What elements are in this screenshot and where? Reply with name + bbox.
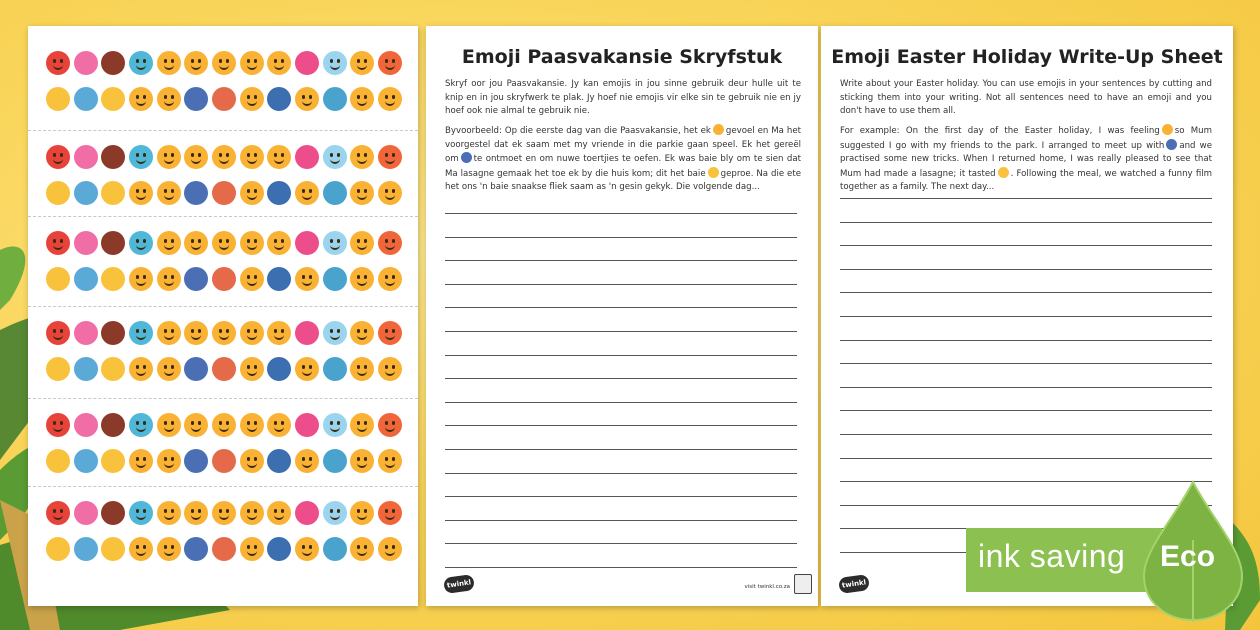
crying-face-icon: [184, 51, 208, 75]
woman-pink-hair-icon: [295, 51, 319, 75]
writing-line: [445, 355, 797, 356]
wind-face-icon: [323, 501, 347, 525]
bed-icon: [101, 413, 125, 437]
cold-face-icon: [129, 321, 153, 345]
afrikaans-example-d: geproe. Na die ete het ons 'n baie snaakse fliek saam as 'n gesin gekyk. Die volgende dag...: [445, 168, 801, 192]
person-lying-icon: [74, 537, 98, 561]
thinking-face-icon: [295, 267, 319, 291]
astonished-face-icon: [157, 357, 181, 381]
twinkl-logo: twinkl: [443, 574, 475, 594]
frowning-face-icon: [129, 87, 153, 111]
writing-line: [840, 363, 1212, 364]
woman-gesturing-icon: [74, 501, 98, 525]
emoji-strip: [46, 46, 402, 118]
grinning-face-icon: [212, 145, 236, 169]
grinning-face-icon: [240, 413, 264, 437]
skateboarder-icon: [461, 152, 472, 163]
neutral-face-icon: [350, 87, 374, 111]
magnifier-icon: [212, 537, 236, 561]
cut-line: [28, 130, 418, 131]
emoji-row: [46, 140, 402, 174]
thinking-face-icon: [295, 537, 319, 561]
flexed-biceps-icon: [46, 267, 70, 291]
ok-hand-icon: [101, 357, 125, 381]
person-surfing-icon: [323, 87, 347, 111]
person-bowing-icon: [267, 357, 291, 381]
cold-face-icon: [129, 145, 153, 169]
skateboarder-icon: [184, 357, 208, 381]
english-example-a: For example: On the first day of the Easter holiday, I was feeling: [840, 126, 1160, 136]
emoji-strip: [46, 226, 402, 298]
wind-face-icon: [323, 51, 347, 75]
person-lying-icon: [74, 357, 98, 381]
english-example: [840, 124, 1212, 195]
writing-line: [445, 307, 797, 308]
writing-line: [445, 473, 797, 474]
slightly-smiling-face-icon: [350, 145, 374, 169]
pouting-face-icon: [378, 413, 402, 437]
writing-lines: [445, 213, 797, 591]
woman-pink-hair-icon: [295, 321, 319, 345]
confused-face-icon: [378, 181, 402, 205]
grinning-face-icon: [212, 51, 236, 75]
english-intro: Write about your Easter holiday. You can use emojis in your sentences by cutting and sticking them into your writing. Not all sentences need to have an emoji and you don't have to use them all.: [840, 79, 1212, 116]
neutral-face-icon: [350, 181, 374, 205]
bed-icon: [101, 51, 125, 75]
flexed-biceps-icon: [46, 357, 70, 381]
pouting-face-icon: [378, 321, 402, 345]
angry-face-icon: [46, 145, 70, 169]
writing-line: [445, 567, 797, 568]
person-surfing-icon: [323, 181, 347, 205]
pouting-cat-icon: [157, 321, 181, 345]
afrikaans-example-b: gevoel en Ma het voorgestel dat ek saam met my vriende in die parkie gaan speel. Ek het gereël om: [445, 126, 801, 164]
bed-icon: [101, 501, 125, 525]
pouting-cat-icon: [157, 413, 181, 437]
emoji-row: [46, 408, 402, 442]
confused-face-icon: [378, 357, 402, 381]
emoji-row: [46, 176, 402, 210]
person-surfing-icon: [323, 267, 347, 291]
magnifier-icon: [212, 357, 236, 381]
persevering-face-icon: [240, 87, 264, 111]
pouting-face-icon: [378, 501, 402, 525]
woman-gesturing-icon: [74, 51, 98, 75]
bed-icon: [101, 145, 125, 169]
frowning-face-icon: [129, 181, 153, 205]
grinning-face-icon: [240, 145, 264, 169]
nerd-face-icon: [267, 501, 291, 525]
cold-face-icon: [129, 501, 153, 525]
writing-line: [445, 425, 797, 426]
pouting-cat-icon: [157, 231, 181, 255]
neutral-face-icon: [350, 357, 374, 381]
eco-label: Eco: [1160, 540, 1216, 573]
persevering-face-icon: [240, 357, 264, 381]
crying-face-icon: [184, 413, 208, 437]
flexed-biceps-icon: [46, 537, 70, 561]
crying-face-icon: [184, 321, 208, 345]
woman-gesturing-icon: [74, 413, 98, 437]
person-bowing-icon: [267, 267, 291, 291]
emoji-row: [46, 226, 402, 260]
ok-hand-icon: [101, 267, 125, 291]
magnifier-icon: [212, 87, 236, 111]
grinning-face-icon: [212, 321, 236, 345]
slightly-smiling-face-icon: [350, 413, 374, 437]
confused-face-icon: [378, 537, 402, 561]
thinking-face-icon: [295, 449, 319, 473]
ok-hand-icon: [101, 181, 125, 205]
frowning-face-icon: [129, 357, 153, 381]
flexed-biceps-icon: [46, 449, 70, 473]
woman-gesturing-icon: [74, 231, 98, 255]
cut-line: [28, 486, 418, 487]
angry-face-icon: [46, 501, 70, 525]
pouting-face-icon: [378, 51, 402, 75]
english-example-d: . Following the meal, we watched a funny film together as a family. The next day...: [840, 168, 1213, 192]
magnifier-icon: [212, 267, 236, 291]
twinkl-logo: twinkl: [838, 574, 870, 594]
ink-saving-label: ink saving: [978, 538, 1126, 574]
skateboarder-icon: [184, 267, 208, 291]
grinning-face-icon: [240, 321, 264, 345]
persevering-face-icon: [240, 267, 264, 291]
wind-face-icon: [323, 145, 347, 169]
angry-face-icon: [46, 413, 70, 437]
writing-line: [445, 496, 797, 497]
astonished-face-icon: [157, 267, 181, 291]
ok-hand-icon: [101, 537, 125, 561]
writing-line: [840, 198, 1212, 199]
skateboarder-icon: [184, 87, 208, 111]
person-bowing-icon: [267, 181, 291, 205]
woman-pink-hair-icon: [295, 145, 319, 169]
angry-face-icon: [46, 321, 70, 345]
confused-face-icon: [378, 449, 402, 473]
woman-gesturing-icon: [74, 321, 98, 345]
writing-line: [840, 245, 1212, 246]
grinning-face-icon: [240, 51, 264, 75]
pouting-face-icon: [378, 231, 402, 255]
writing-line: [840, 458, 1212, 459]
cut-line: [28, 216, 418, 217]
thinking-face-icon: [1162, 124, 1173, 135]
angry-face-icon: [46, 231, 70, 255]
magnifier-icon: [212, 181, 236, 205]
writing-line: [445, 331, 797, 332]
slightly-smiling-face-icon: [350, 501, 374, 525]
writing-line: [840, 340, 1212, 341]
writing-line: [445, 237, 797, 238]
person-bowing-icon: [267, 537, 291, 561]
writing-line: [445, 378, 797, 379]
nerd-face-icon: [267, 145, 291, 169]
persevering-face-icon: [240, 181, 264, 205]
person-surfing-icon: [323, 537, 347, 561]
woman-pink-hair-icon: [295, 231, 319, 255]
flexed-biceps-icon: [46, 87, 70, 111]
neutral-face-icon: [350, 537, 374, 561]
cut-line: [28, 306, 418, 307]
english-example-c: and we practised some new tricks. When I returned home, I was really pleased to see that Mum had made a lasagne; it tasted: [840, 140, 1213, 179]
woman-pink-hair-icon: [295, 413, 319, 437]
person-bowing-icon: [267, 449, 291, 473]
woman-gesturing-icon: [74, 145, 98, 169]
emoji-row: [46, 46, 402, 80]
persevering-face-icon: [240, 449, 264, 473]
frowning-face-icon: [129, 449, 153, 473]
writing-line: [840, 316, 1212, 317]
person-lying-icon: [74, 87, 98, 111]
person-lying-icon: [74, 267, 98, 291]
pouting-cat-icon: [157, 145, 181, 169]
cut-line: [28, 398, 418, 399]
writing-line: [840, 269, 1212, 270]
astonished-face-icon: [157, 181, 181, 205]
person-lying-icon: [74, 181, 98, 205]
frowning-face-icon: [129, 537, 153, 561]
afrikaans-title: Emoji Paasvakansie Skryfstuk: [461, 46, 783, 68]
angry-face-icon: [46, 51, 70, 75]
person-surfing-icon: [323, 357, 347, 381]
afrikaans-example-c: te ontmoet en om nuwe toertjies te oefen. Ek was baie bly om te sien dat Ma lasagne gemaak het toe ek by die huis kom; dit het baie: [445, 154, 801, 179]
wind-face-icon: [323, 231, 347, 255]
emoji-row: [46, 316, 402, 350]
afrikaans-intro: Skryf oor jou Paasvakansie. Jy kan emojis in jou sinne gebruik deur hulle uit te knip en in jou skryfwerk te plak. Jy hoef nie emojis vir elke sin te gebruik nie en jy hoef ook nie almal te gebruik nie.: [445, 79, 801, 116]
person-surfing-icon: [323, 449, 347, 473]
skateboarder-icon: [1166, 139, 1177, 150]
skateboarder-icon: [184, 181, 208, 205]
woman-pink-hair-icon: [295, 501, 319, 525]
writing-line: [445, 213, 797, 214]
english-example-b: so Mum suggested I go with my friends to the park. I arranged to meet up with: [840, 126, 1212, 151]
slightly-smiling-face-icon: [350, 51, 374, 75]
writing-line: [445, 520, 797, 521]
slightly-smiling-face-icon: [350, 231, 374, 255]
writing-line: [445, 543, 797, 544]
wind-face-icon: [323, 321, 347, 345]
flexed-biceps-icon: [46, 181, 70, 205]
cold-face-icon: [129, 51, 153, 75]
ok-hand-icon: [101, 449, 125, 473]
writing-line: [840, 434, 1212, 435]
emoji-row: [46, 444, 402, 478]
grinning-face-icon: [212, 413, 236, 437]
thinking-face-icon: [295, 357, 319, 381]
writing-line: [840, 387, 1212, 388]
crying-face-icon: [184, 145, 208, 169]
nerd-face-icon: [267, 413, 291, 437]
skateboarder-icon: [184, 537, 208, 561]
ok-hand-icon: [101, 87, 125, 111]
afrikaans-example-a: Byvoorbeeld: Op die eerste dag van die Paasvakansie, het ek: [445, 126, 711, 136]
skateboarder-icon: [184, 449, 208, 473]
grinning-face-icon: [212, 501, 236, 525]
writing-line: [445, 260, 797, 261]
emoji-cutout-sheet: [28, 26, 418, 606]
confused-face-icon: [378, 267, 402, 291]
astonished-face-icon: [157, 449, 181, 473]
emoji-row: [46, 262, 402, 296]
neutral-face-icon: [350, 267, 374, 291]
wind-face-icon: [323, 413, 347, 437]
astonished-face-icon: [157, 87, 181, 111]
person-bowing-icon: [267, 87, 291, 111]
english-title: Emoji Easter Holiday Write-Up Sheet: [831, 46, 1223, 68]
emoji-strip: [46, 140, 402, 212]
writing-line: [840, 222, 1212, 223]
emoji-strip: [46, 408, 402, 480]
emoji-strip: [46, 496, 402, 568]
pouting-cat-icon: [157, 501, 181, 525]
visit-url: visit twinkl.co.za: [744, 584, 790, 590]
afrikaans-write-up-sheet: [426, 26, 818, 606]
thinking-face-icon: [713, 124, 724, 135]
person-lying-icon: [74, 449, 98, 473]
confused-face-icon: [378, 87, 402, 111]
emoji-row: [46, 496, 402, 530]
crying-face-icon: [184, 231, 208, 255]
pouting-face-icon: [378, 145, 402, 169]
emoji-row: [46, 352, 402, 386]
bed-icon: [101, 231, 125, 255]
nerd-face-icon: [267, 51, 291, 75]
writing-line: [445, 284, 797, 285]
pouting-cat-icon: [157, 51, 181, 75]
cold-face-icon: [129, 231, 153, 255]
quality-stamp-icon: [794, 574, 812, 594]
emoji-strip: [46, 316, 402, 388]
grinning-face-icon: [212, 231, 236, 255]
cold-face-icon: [129, 413, 153, 437]
grinning-face-icon: [240, 501, 264, 525]
magnifier-icon: [212, 449, 236, 473]
persevering-face-icon: [240, 537, 264, 561]
writing-line: [840, 410, 1212, 411]
emoji-row: [46, 532, 402, 566]
astonished-face-icon: [157, 537, 181, 561]
grinning-face-icon: [240, 231, 264, 255]
emoji-row: [46, 82, 402, 116]
thinking-face-icon: [295, 87, 319, 111]
slightly-smiling-face-icon: [350, 321, 374, 345]
neutral-face-icon: [350, 449, 374, 473]
crying-face-icon: [184, 501, 208, 525]
writing-line: [445, 402, 797, 403]
ok-hand-icon: [708, 167, 719, 178]
writing-line: [445, 449, 797, 450]
bed-icon: [101, 321, 125, 345]
nerd-face-icon: [267, 231, 291, 255]
nerd-face-icon: [267, 321, 291, 345]
thinking-face-icon: [295, 181, 319, 205]
ok-hand-icon: [998, 167, 1009, 178]
afrikaans-example: [445, 124, 801, 195]
writing-line: [840, 292, 1212, 293]
frowning-face-icon: [129, 267, 153, 291]
